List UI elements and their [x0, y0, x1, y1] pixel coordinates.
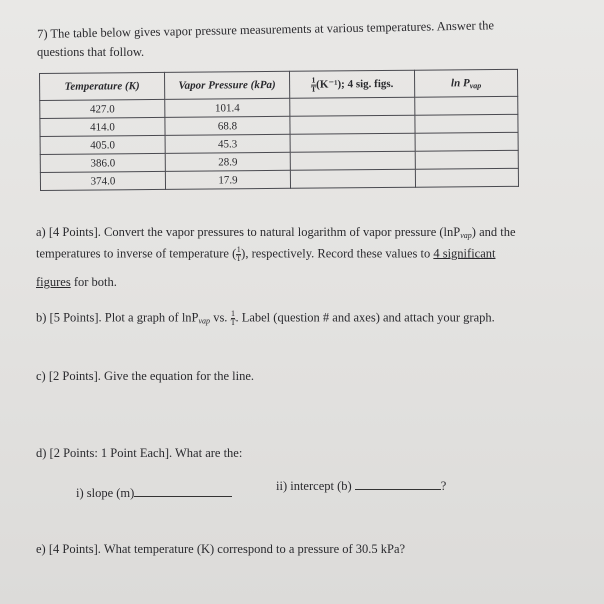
- cell-inverse-temperature-blank[interactable]: [290, 151, 415, 170]
- part-e-question: e) [4 Points]. What temperature (K) correspond to a pressure of 30.5 kPa?: [36, 542, 406, 556]
- part-a-line2: temperatures to inverse of temperature ( $\frac{1}{T}$ ), respectively. Record these values to 4 significant: [36, 245, 496, 263]
- header-vapor-pressure: Vapor Pressure (kPa): [164, 71, 289, 99]
- cell-ln-pvap-blank[interactable]: [415, 150, 518, 169]
- table-row: [40, 168, 518, 190]
- part-b-fraction: $\frac{1}{T}$: [230, 309, 236, 327]
- cell-inverse-temperature-blank[interactable]: [290, 133, 415, 152]
- cell-pressure: 28.9: [165, 152, 290, 171]
- table-header-row: [40, 69, 518, 100]
- cell-inverse-temperature-blank[interactable]: [290, 97, 415, 116]
- cell-ln-pvap-blank[interactable]: [415, 168, 518, 187]
- part-c-question: c) [2 Points]. Give the equation for the line.: [36, 369, 254, 383]
- cell-inverse-temperature-blank[interactable]: [290, 115, 415, 134]
- part-d-intercept: ii) intercept (b) ?: [276, 479, 447, 493]
- question-intro-text: The table below gives vapor pressure measurements at various temperatures. Answer the: [50, 18, 495, 41]
- header-ln-pvap: $\ln P_{vap}$: [414, 69, 517, 97]
- part-a-line3: figures for both.: [36, 275, 117, 289]
- cell-pressure: 45.3: [165, 134, 290, 153]
- cell-pressure: 68.8: [165, 116, 290, 135]
- header-inverse-temperature: $\frac{1}{T}$ (K⁻¹); 4 sig. figs.: [289, 70, 414, 98]
- cell-ln-pvap-blank[interactable]: [415, 132, 518, 151]
- part-d-slope: i) slope (m): [76, 487, 232, 500]
- cell-temperature: 374.0: [40, 171, 165, 190]
- cell-ln-pvap-blank[interactable]: [415, 96, 518, 115]
- cell-ln-pvap-blank[interactable]: [415, 114, 518, 133]
- cell-inverse-temperature-blank[interactable]: [290, 169, 415, 188]
- part-a-line1: a) [4 Points]. Convert the vapor pressures to natural logarithm of vapor pressure (lnP$_{vap}$) and the: [36, 225, 516, 240]
- part-b-question: b) [5 Points]. Plot a graph of lnP$_{vap}$ vs. $\frac{1}{T}$ . Label (question # and axes) and attach your graph.: [36, 309, 495, 327]
- vapor-pressure-table: [39, 69, 519, 191]
- header-temperature: Temperature (K): [40, 72, 165, 100]
- cell-pressure: 101.4: [165, 98, 290, 117]
- cell-temperature: 405.0: [40, 135, 165, 154]
- question-intro-line2: questions that follow.: [37, 45, 145, 59]
- inverse-fraction: $\frac{1}{T}$: [310, 75, 317, 94]
- cell-temperature: 386.0: [40, 153, 165, 172]
- question-number: 7): [36, 26, 48, 41]
- intercept-answer-blank[interactable]: [355, 489, 441, 490]
- cell-temperature: 414.0: [40, 117, 165, 136]
- cell-temperature: 427.0: [40, 99, 165, 118]
- question-intro-line1: [37, 19, 494, 40]
- part-d-question: d) [2 Points: 1 Point Each]. What are the:: [36, 446, 243, 460]
- part-a-fraction: $\frac{1}{T}$: [236, 245, 242, 263]
- slope-answer-blank[interactable]: [134, 496, 232, 497]
- cell-pressure: 17.9: [165, 170, 290, 189]
